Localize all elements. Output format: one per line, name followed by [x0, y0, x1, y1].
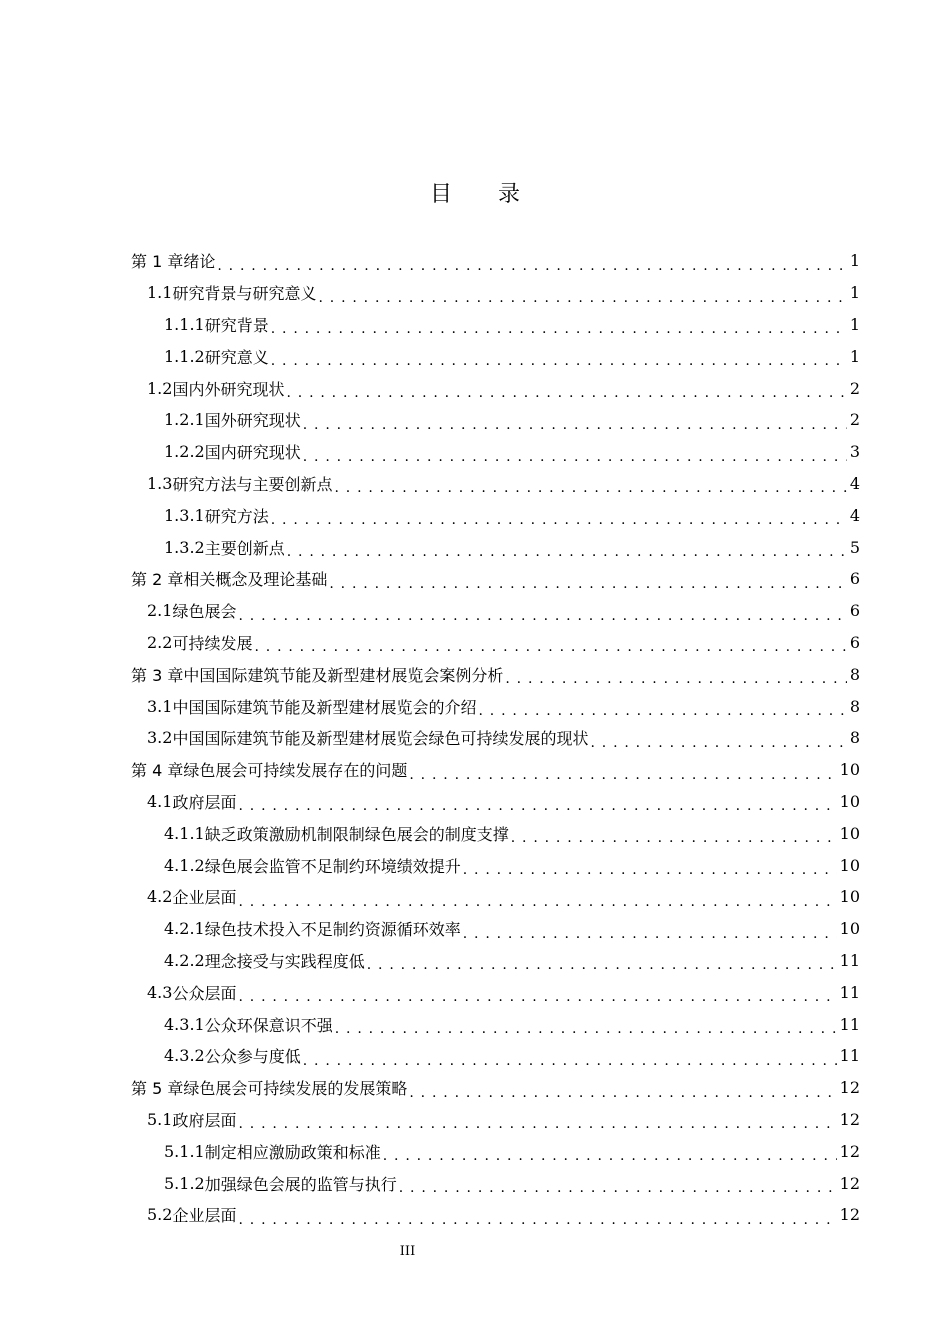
dot-leader: [303, 414, 847, 430]
dot-leader: [409, 764, 836, 780]
dot-leader: [367, 954, 837, 970]
toc-entry-title: 研究方法: [204, 506, 269, 526]
toc-entry[interactable]: [131, 658, 860, 690]
dot-leader: [238, 605, 846, 621]
toc-entry-number: 4.1.2: [164, 855, 205, 875]
toc-entry[interactable]: [131, 817, 860, 849]
toc-entry-title: 中国国际建筑节能及新型建材展览会的介绍: [172, 697, 477, 717]
dot-leader: [238, 1209, 836, 1225]
toc-entry[interactable]: [131, 849, 860, 881]
toc-entry-page: 11: [839, 982, 860, 1002]
title-char-2: 录: [498, 182, 521, 207]
toc-entry-page: 12: [839, 1141, 860, 1161]
toc-entry-page: 1: [849, 283, 860, 303]
toc-entry[interactable]: [131, 945, 860, 977]
toc-entry-number: 5.1: [147, 1109, 173, 1129]
dot-leader: [383, 1145, 837, 1161]
toc-entry[interactable]: [131, 913, 860, 945]
toc-entry[interactable]: [131, 595, 860, 627]
toc-entry-title: 国内研究现状: [204, 443, 301, 463]
toc-entry[interactable]: [131, 881, 860, 913]
toc-entry-page: 4: [849, 473, 860, 493]
toc-entry-number: 4.1: [147, 791, 173, 811]
toc-entry-page: 4: [849, 505, 860, 525]
toc-entry[interactable]: [131, 976, 860, 1008]
toc-entry-number: 1.2.1: [164, 410, 205, 430]
dot-leader: [238, 986, 836, 1002]
toc-entry-number: 3.1: [147, 696, 173, 716]
toc-entry-number: 2.1: [147, 601, 173, 621]
dot-leader: [271, 318, 847, 334]
toc-entry-page: 10: [839, 919, 860, 939]
toc-entry-title: 制定相应激励政策和标准: [204, 1142, 381, 1162]
toc-entry-title: 绪论: [183, 252, 216, 272]
toc-entry[interactable]: [131, 245, 860, 277]
toc-entry[interactable]: [131, 1135, 860, 1167]
toc-entry-page: 6: [849, 569, 860, 589]
toc-entry-title: 缺乏政策激励机制限制绿色展会的制度支撑: [204, 824, 509, 844]
title-char-1: 目: [429, 182, 452, 207]
toc-entry-title: 理念接受与实践程度低: [204, 951, 365, 971]
toc-entry-page: 6: [849, 632, 860, 652]
toc-entry-title: 公众环保意识不强: [204, 1015, 333, 1035]
toc-entry[interactable]: [131, 1072, 860, 1104]
toc-entry-number: 4.2.2: [164, 950, 205, 970]
toc-entry-page: 2: [849, 378, 860, 398]
toc-entry[interactable]: [131, 340, 860, 372]
toc-entry-title: 国内外研究现状: [172, 379, 285, 399]
dot-leader: [287, 541, 847, 557]
dot-leader: [463, 923, 837, 939]
toc-entry-page: 10: [839, 855, 860, 875]
toc-entry-number: 1.2.2: [164, 442, 205, 462]
dot-leader: [286, 382, 846, 398]
toc-entry-number: 5.1.2: [164, 1173, 205, 1193]
toc-entry-number: 4.1.1: [164, 823, 205, 843]
dot-leader: [409, 1082, 836, 1098]
toc-entry[interactable]: [131, 690, 860, 722]
toc-entry-title: 主要创新点: [204, 538, 285, 558]
toc-entry-number: 第 4 章: [131, 761, 184, 781]
toc-entry-page: 2: [849, 410, 860, 430]
dot-leader: [399, 1177, 837, 1193]
toc-entry-page: 11: [839, 1014, 860, 1034]
toc-entry[interactable]: [131, 1008, 860, 1040]
dot-leader: [463, 859, 837, 875]
toc-entry-title: 绿色技术投入不足制约资源循环效率: [204, 920, 461, 940]
table-of-contents: [131, 245, 860, 1231]
toc-entry-title: 加强绿色会展的监管与执行: [204, 1174, 397, 1194]
toc-entry-title: 绿色展会可持续发展的发展策略: [183, 1079, 408, 1099]
toc-entry[interactable]: [131, 372, 860, 404]
toc-entry-title: 中国国际建筑节能及新型建材展览会绿色可持续发展的现状: [172, 729, 589, 749]
toc-entry-number: 1.2: [147, 378, 173, 398]
dot-leader: [238, 795, 836, 811]
toc-entry-page: 8: [849, 728, 860, 748]
toc-entry-title: 绿色展会可持续发展存在的问题: [183, 761, 408, 781]
toc-entry-number: 第 5 章: [131, 1079, 184, 1099]
toc-entry-title: 绿色展会: [172, 602, 237, 622]
toc-entry[interactable]: [131, 309, 860, 341]
dot-leader: [335, 1018, 837, 1034]
toc-entry[interactable]: [131, 563, 860, 595]
toc-entry-title: 研究意义: [204, 347, 269, 367]
toc-entry-page: 10: [839, 823, 860, 843]
toc-entry-page: 11: [839, 950, 860, 970]
dot-leader: [271, 509, 847, 525]
toc-entry-page: 5: [849, 537, 860, 557]
toc-entry-title: 研究背景: [204, 315, 269, 335]
toc-entry-page: 1: [849, 314, 860, 334]
toc-entry[interactable]: [131, 404, 860, 436]
toc-entry-title: 政府层面: [172, 792, 237, 812]
toc-entry-number: 4.3: [147, 982, 173, 1002]
toc-entry-page: 12: [839, 1109, 860, 1129]
toc-entry-title: 政府层面: [172, 1110, 237, 1130]
toc-entry[interactable]: [131, 499, 860, 531]
toc-entry[interactable]: [131, 1104, 860, 1136]
toc-entry-number: 4.2.1: [164, 919, 205, 939]
toc-entry-page: 12: [839, 1205, 860, 1225]
toc-entry-page: 8: [849, 696, 860, 716]
toc-entry-page: 12: [839, 1173, 860, 1193]
toc-entry-number: 4.2: [147, 887, 173, 907]
toc-entry[interactable]: [131, 531, 860, 563]
toc-entry-page: 12: [839, 1078, 860, 1098]
toc-entry-title: 研究方法与主要创新点: [172, 474, 333, 494]
toc-entry-number: 4.3.1: [164, 1014, 205, 1034]
dot-leader: [511, 827, 837, 843]
dot-leader: [303, 1050, 837, 1066]
toc-entry-page: 6: [849, 601, 860, 621]
toc-entry-number: 1.1.2: [164, 346, 205, 366]
toc-entry-page: 10: [839, 791, 860, 811]
toc-entry-title: 公众参与度低: [204, 1047, 301, 1067]
toc-entry-page: 1: [849, 346, 860, 366]
toc-entry-page: 11: [839, 1046, 860, 1066]
dot-leader: [254, 636, 846, 652]
toc-entry-page: 8: [849, 664, 860, 684]
toc-entry-page: 10: [839, 760, 860, 780]
toc-entry-title: 相关概念及理论基础: [183, 570, 328, 590]
dot-leader: [303, 446, 847, 462]
toc-entry[interactable]: [131, 1199, 860, 1231]
dot-leader: [318, 287, 846, 303]
toc-entry-title: 公众层面: [172, 983, 237, 1003]
toc-entry-number: 2.2: [147, 632, 173, 652]
toc-entry-title: 国外研究现状: [204, 411, 301, 431]
dot-leader: [217, 255, 846, 271]
toc-entry[interactable]: [131, 786, 860, 818]
toc-entry[interactable]: [131, 754, 860, 786]
toc-entry[interactable]: [131, 277, 860, 309]
toc-entry-title: 研究背景与研究意义: [172, 284, 317, 304]
toc-entry-number: 1.3.1: [164, 505, 205, 525]
toc-entry[interactable]: [131, 1040, 860, 1072]
dot-leader: [505, 668, 846, 684]
toc-entry-number: 5.1.1: [164, 1141, 205, 1161]
toc-entry-title: 中国国际建筑节能及新型建材展览会案例分析: [183, 665, 504, 685]
dot-leader: [478, 700, 846, 716]
toc-entry-number: 5.2: [147, 1205, 173, 1225]
dot-leader: [334, 477, 846, 493]
toc-entry[interactable]: [131, 627, 860, 659]
toc-entry[interactable]: [131, 468, 860, 500]
toc-entry[interactable]: [131, 1167, 860, 1199]
toc-entry-title: 可持续发展: [172, 633, 253, 653]
dot-leader: [238, 1113, 836, 1129]
toc-entry-title: 企业层面: [172, 1206, 237, 1226]
dot-leader: [329, 573, 846, 589]
toc-entry-number: 1.1.1: [164, 314, 205, 334]
dot-leader: [238, 891, 836, 907]
dot-leader: [271, 350, 847, 366]
toc-entry-page: 3: [849, 442, 860, 462]
toc-entry-number: 1.3.2: [164, 537, 205, 557]
toc-entry-number: 第 2 章: [131, 570, 184, 590]
toc-entry-number: 第 1 章: [131, 252, 184, 272]
page-number-footer: III: [399, 1244, 416, 1259]
dot-leader: [590, 732, 846, 748]
toc-entry-number: 3.2: [147, 728, 173, 748]
page-title: [0, 180, 950, 210]
toc-entry-page: 1: [849, 251, 860, 271]
toc-entry-number: 1.1: [147, 283, 173, 303]
toc-entry-number: 4.3.2: [164, 1046, 205, 1066]
toc-entry-title: 绿色展会监管不足制约环境绩效提升: [204, 856, 461, 876]
toc-entry-title: 企业层面: [172, 888, 237, 908]
toc-entry[interactable]: [131, 722, 860, 754]
toc-entry-page: 10: [839, 887, 860, 907]
toc-entry-number: 第 3 章: [131, 665, 184, 685]
toc-entry-number: 1.3: [147, 473, 173, 493]
toc-entry[interactable]: [131, 436, 860, 468]
